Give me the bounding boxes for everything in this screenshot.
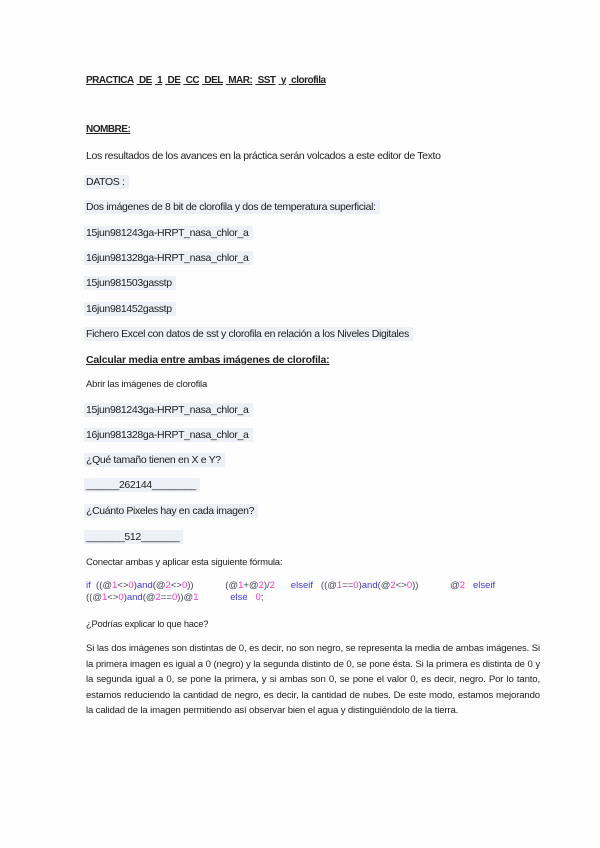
datos-description: Dos imágenes de 8 bit de clorofila y dos de temperatura superficial: — [84, 200, 380, 214]
formula-number: 1 — [238, 580, 244, 591]
formula-operator: (@ — [193, 580, 239, 591]
formula-number: 0 — [406, 580, 413, 591]
title-word: DE — [167, 75, 181, 86]
formula-operator: ((@ — [312, 580, 337, 591]
name-label: NOMBRE: — [86, 124, 131, 135]
formula-operator: <> — [117, 580, 129, 591]
formula-keyword: and — [126, 592, 143, 603]
explanation-paragraph: Si las dos imágenes son distintas de 0, es decir, no son negro, se representa la media de ambas imágenes. Si la primera imagen es igual a 0 (negro) y la segunda distinto de 0, se pone ésta. Si la primera es distinta de 0 y la segunda igual a 0, se pone la primera, y si ambas son 0, se pone el valor 0, es decir, negro. Por lo tanto, estamos reduciendo la cantidad de negro, es decir, la cantidad de nubes. De este modo, estamos mejorando la calidad de la imagen permitiendo así observar bien el agua y distinguiéndolo de la tierra. — [86, 643, 540, 716]
title-word: y — [280, 75, 286, 86]
formula-number: 1 — [336, 580, 343, 591]
answer-size: ______262144________ — [84, 478, 200, 492]
formula-number: 0 — [171, 592, 178, 603]
formula-number: 2 — [269, 580, 275, 591]
formula-keyword: and — [136, 580, 153, 591]
open-images-text: Abrir las imágenes de clorofila — [86, 379, 208, 390]
question-size: ¿Qué tamaño tienen en X e Y? — [84, 453, 225, 467]
formula-operator: ((@ — [86, 592, 102, 603]
title-word: MAR: — [228, 75, 253, 86]
file-name: 16jun981328ga-HRPT_nasa_chlor_a — [84, 251, 253, 265]
formula-number: 2 — [155, 592, 161, 603]
formula-operator: )) — [187, 580, 194, 591]
formula-operator: ) — [358, 580, 362, 591]
formula-operator: @ — [418, 580, 460, 591]
formula-operator: (@ — [152, 580, 166, 591]
formula-keyword: elseif — [274, 580, 313, 591]
question-pixels: ¿Cuánto Pixeles hay en cada imagen? — [84, 504, 258, 518]
question-explain: ¿Podrías explicar lo que hace? — [86, 619, 209, 629]
chlor-file-name: 15jun981243ga-HRPT_nasa_chlor_a — [84, 403, 253, 417]
formula-number: 2 — [390, 580, 396, 591]
formula-number: 0 — [255, 592, 261, 603]
chlor-file-name: 16jun981328ga-HRPT_nasa_chlor_a — [84, 428, 253, 442]
title-word: DE — [138, 75, 152, 86]
formula-operator — [248, 592, 256, 603]
formula-keyword: if — [86, 580, 91, 591]
answer-pixels: _______512_______ — [84, 530, 183, 544]
title-word: SST — [257, 75, 276, 86]
formula-line-2 — [86, 592, 263, 604]
intro-text: Los resultados de los avances en la práctica serán volcados a este editor de Texto — [86, 150, 441, 162]
title-word: 1 — [157, 75, 163, 86]
title-word: DEL — [204, 75, 223, 86]
formula-number: 1 — [112, 580, 118, 591]
formula-operator: <> — [395, 580, 407, 591]
formula-operator: ; — [260, 592, 264, 603]
file-name: 15jun981503gasstp — [84, 276, 176, 290]
formula-operator: (@ — [377, 580, 391, 591]
formula-number: 0 — [353, 580, 359, 591]
formula-operator: ) — [133, 580, 137, 591]
formula-operator: ((@ — [90, 580, 112, 591]
formula-number: 0 — [181, 580, 188, 591]
formula-operator: +@ — [243, 580, 259, 591]
formula-operator: ) — [123, 592, 127, 603]
formula-operator: == — [342, 580, 354, 591]
formula-number: 1 — [101, 592, 108, 603]
file-name: 16jun981452gasstp — [84, 302, 176, 316]
formula-line-1 — [86, 580, 495, 592]
title-word: CC — [185, 75, 200, 86]
formula-number: 2 — [459, 580, 466, 591]
formula-operator: <> — [107, 592, 119, 603]
formula-number: 0 — [128, 580, 134, 591]
formula-keyword: elseif — [465, 580, 496, 591]
file-name: 15jun981243ga-HRPT_nasa_chlor_a — [84, 226, 253, 240]
formula-operator: (@ — [142, 592, 156, 603]
formula-number: 2 — [258, 580, 264, 591]
formula-operator: == — [160, 592, 172, 603]
excel-note: Fichero Excel con datos de sst y clorofila en relación a los Niveles Digitales — [84, 327, 413, 341]
formula-keyword: else — [198, 592, 248, 603]
formula-keyword: and — [361, 580, 378, 591]
formula-operator: )/ — [263, 580, 270, 591]
section-heading: Calcular media entre ambas imágenes de clorofila: — [86, 354, 330, 366]
datos-label: DATOS : — [84, 175, 129, 189]
formula-operator: )) — [412, 580, 419, 591]
formula-number: 2 — [165, 580, 171, 591]
document-title — [86, 74, 329, 88]
connect-text: Conectar ambas y aplicar esta siguiente fórmula: — [86, 557, 283, 568]
title-word: clorofila — [291, 75, 326, 86]
formula-number: 1 — [193, 592, 199, 603]
formula-number: 0 — [118, 592, 124, 603]
formula-operator: ))@ — [177, 592, 194, 603]
title-word: PRACTICA — [86, 75, 134, 86]
formula-operator: <> — [170, 580, 182, 591]
